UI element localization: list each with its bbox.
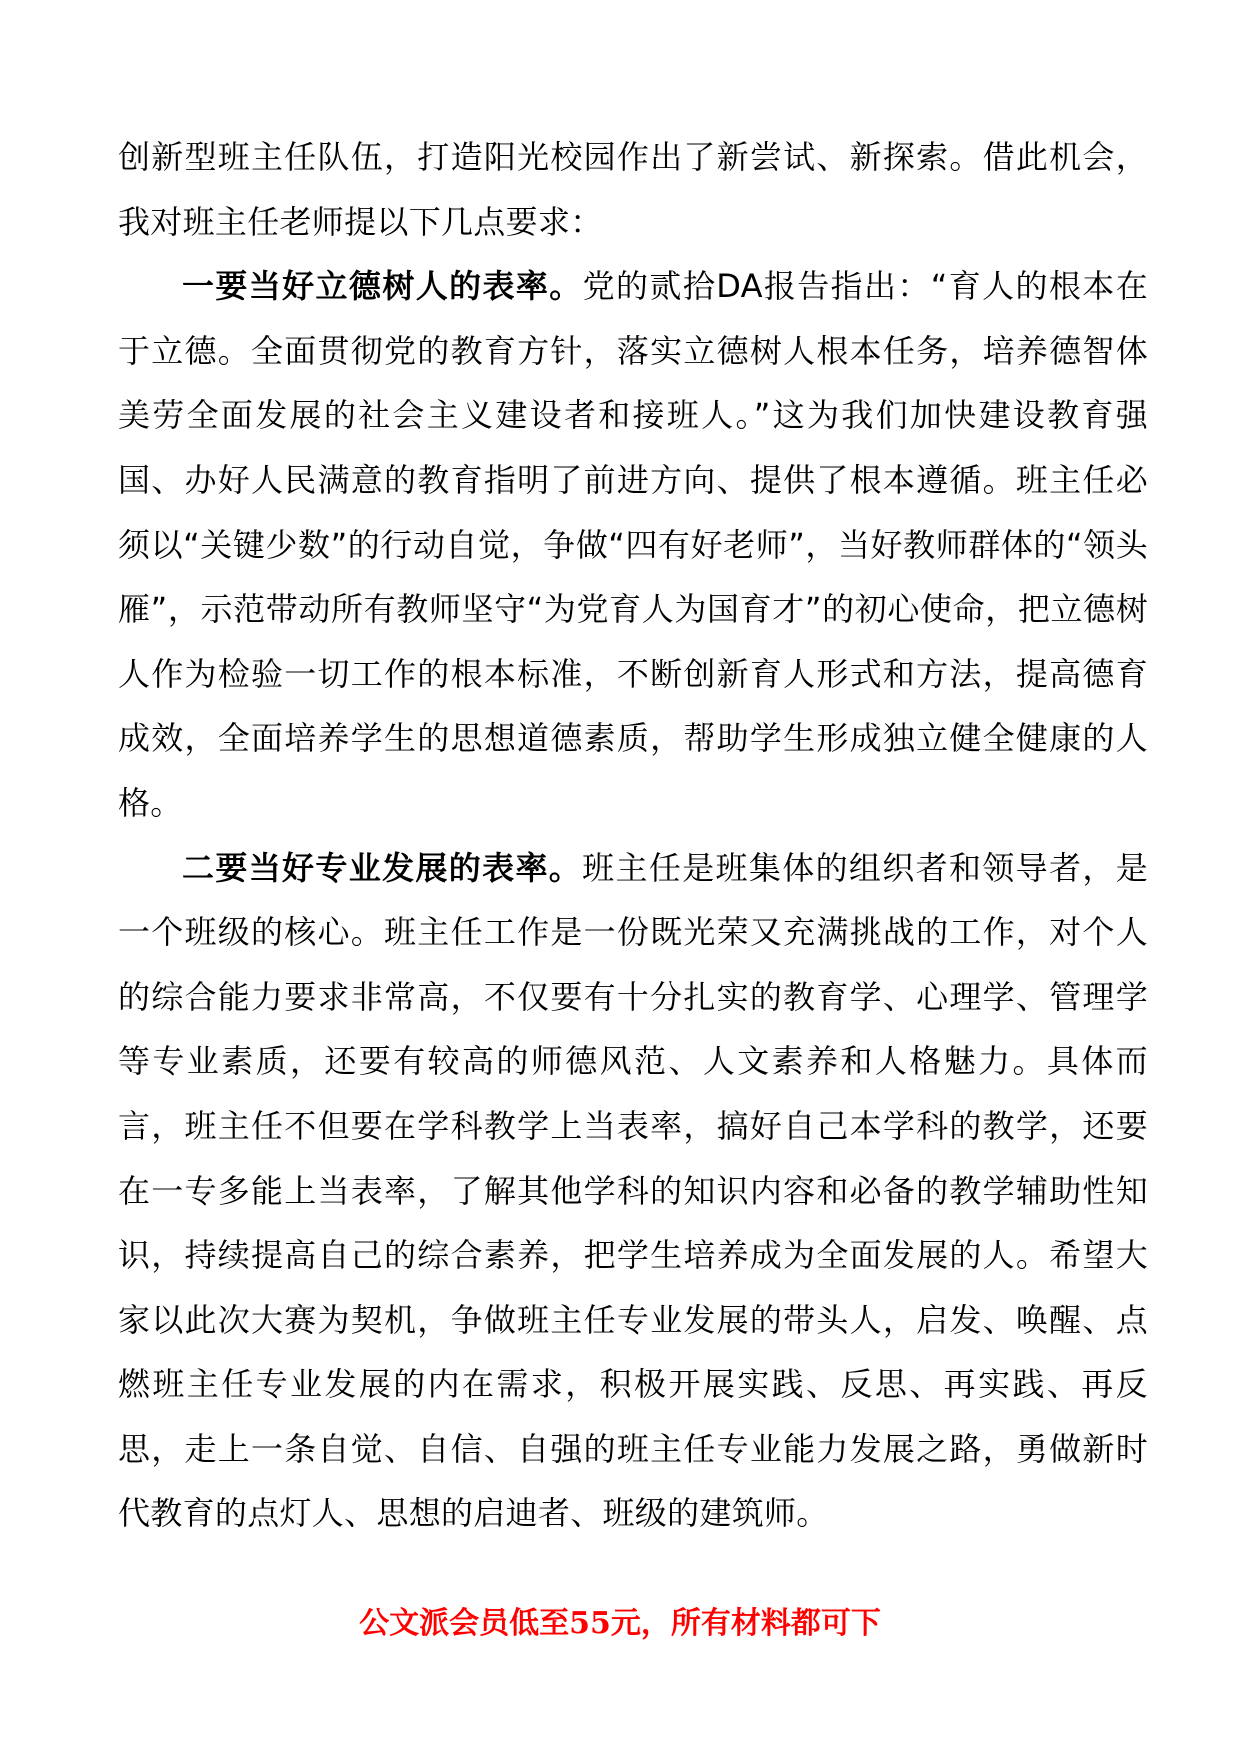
paragraph-moral-education-text: 党的贰拾DA报告指出：“育人的根本在于立德。全面贯彻党的教育方针，落实立德树人根本任务，培养德智体美劳全面发展的社会主义建设者和接班人。”这为我们加快建设教育强国、办好人民满意的教育指明了前进方向、提供了根本遵循。班主任必须以“关键少数”的行动自觉，争做“四有好老师”，当好教师群体的“领头雁”，示范带动所有教师坚守“为党育人为国育才”的初心使命，把立德树人作为检验一切工作的根本标准，不断创新育人形式和方法，提高德育成效，全面培养学生的思想道德素质，帮助学生形成独立健全健康的人格。 [118,267,1148,822]
paragraph-moral-education [118,254,1148,835]
paragraph-intro [118,125,1148,254]
paragraph-professional-development-heading: 二要当好专业发展的表率。 [182,848,583,887]
document-body [118,125,1148,1546]
paragraph-professional-development [118,836,1148,1547]
membership-promo-banner: 公文派会员低至55元，所有材料都可下 [359,1606,881,1641]
paragraph-intro-text: 创新型班主任队伍，打造阳光校园作出了新尝试、新探索。借此机会，我对班主任老师提以下几点要求： [118,138,1148,241]
paragraph-moral-education-heading: 一要当好立德树人的表率。 [182,267,583,306]
paragraph-professional-development-text: 班主任是班集体的组织者和领导者，是一个班级的核心。班主任工作是一份既光荣又充满挑战的工作，对个人的综合能力要求非常高，不仅要有十分扎实的教育学、心理学、管理学等专业素质，还要有较高的师德风范、人文素养和人格魅力。具体而言，班主任不但要在学科教学上当表率，搞好自己本学科的教学，还要在一专多能上当表率，了解其他学科的知识内容和必备的教学辅助性知识，持续提高自己的综合素养，把学生培养成为全面发展的人。希望大家以此次大赛为契机，争做班主任专业发展的带头人，启发、唤醒、点燃班主任专业发展的内在需求，积极开展实践、反思、再实践、再反思，走上一条自觉、自信、自强的班主任专业能力发展之路，勇做新时代教育的点灯人、思想的启迪者、班级的建筑师。 [118,848,1148,1533]
